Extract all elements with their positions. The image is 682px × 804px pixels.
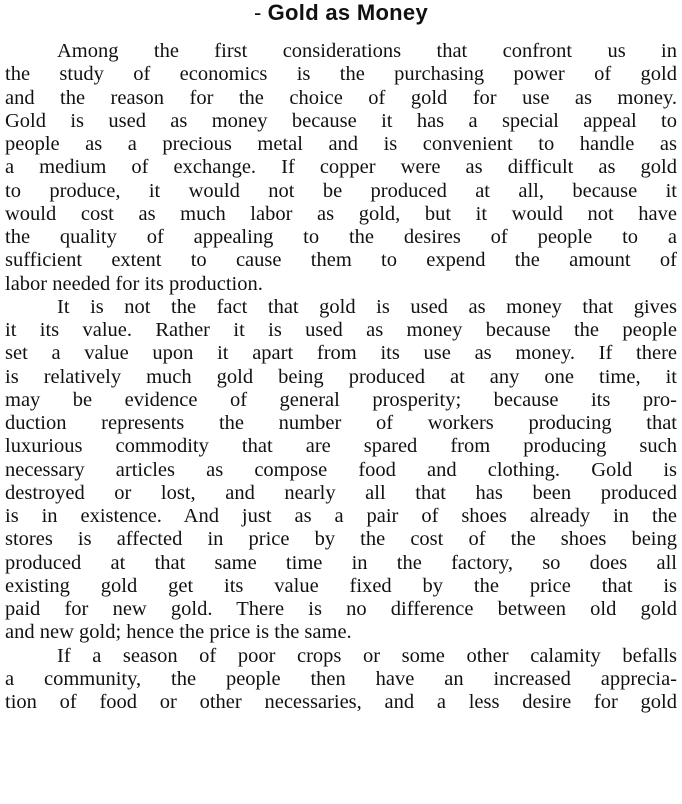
paragraph-1-line: to produce, it would not be produced at all, because it	[5, 179, 677, 202]
paragraph-2-line: luxurious commodity that are spared from producing such	[5, 435, 677, 458]
paragraph-2-line: It is not the fact that gold is used as money that gives	[57, 295, 677, 318]
paragraph-2-line: stores is affected in price by the cost of the shoes being	[5, 528, 677, 551]
paragraph-1-line: a medium of exchange. If copper were as difficult as gold	[5, 156, 677, 179]
paragraph-2-line: paid for new gold. There is no difference between old gold	[5, 598, 677, 620]
paragraph-3-line: a community, the people then have an increased apprecia-	[5, 667, 677, 690]
paragraph-2-line: produced at that same time in the factory, so does all	[5, 551, 677, 574]
paragraph-1-line: the quality of appealing to the desires of people to a	[5, 226, 677, 248]
paragraph-1-line: Among the first considerations that confront us in	[57, 40, 677, 62]
paragraph-1-line: would cost as much labor as gold, but it would not have	[5, 202, 677, 225]
paragraph-1-line: Gold is used as money because it has a special appeal to	[5, 109, 677, 132]
paragraph-3-line: If a season of poor crops or some other calamity befalls	[57, 644, 677, 667]
paragraph-2-line: destroyed or lost, and nearly all that has been produced	[5, 481, 677, 504]
paragraph-2-line: necessary articles as compose food and clothing. Gold is	[5, 458, 677, 481]
article-title	[0, 0, 682, 26]
paragraph-2-line: set a value upon it apart from its use as money. If there	[5, 342, 677, 365]
paragraph-2-line: is relatively much gold being produced at any one time, it	[5, 365, 677, 388]
paragraph-1-line: the study of economics is the purchasing power of gold	[5, 63, 677, 86]
paragraph-1-line: labor needed for its production.	[5, 272, 263, 295]
paragraph-1-line: people as a precious metal and is convenient to handle as	[5, 133, 677, 155]
paragraph-2-line: existing gold get its value fixed by the price that is	[5, 574, 677, 597]
paragraph-2-line: duction represents the number of workers producing that	[5, 412, 677, 434]
title-prefix: -	[253, 0, 262, 25]
paragraph-2-line: may be evidence of general prosperity; because its pro-	[5, 388, 677, 411]
paragraph-1-line: sufficient extent to cause them to expend the amount of	[5, 249, 677, 272]
paragraph-1-line: and the reason for the choice of gold for use as money.	[5, 86, 677, 109]
article-title-text: Gold as Money	[267, 0, 428, 25]
paragraph-3-line: tion of food or other necessaries, and a less desire for gold	[5, 691, 677, 713]
paragraph-2-line: and new gold; hence the price is the same.	[5, 621, 352, 644]
paragraph-2-line: it its value. Rather it is used as money because the people	[5, 319, 677, 341]
paragraph-2-line: is in existence. And just as a pair of shoes already in the	[5, 505, 677, 527]
article-body	[5, 40, 677, 714]
